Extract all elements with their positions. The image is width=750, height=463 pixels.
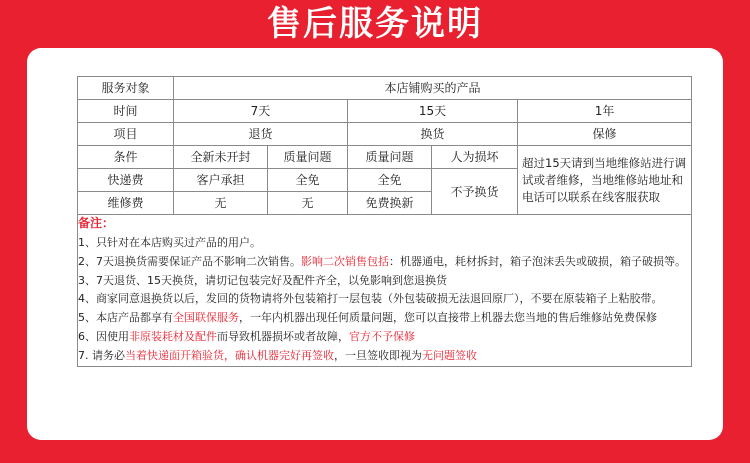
item-exchange: 换货 (348, 123, 518, 146)
warranty-note: 超过15天请到当地维修站进行调试或者维修，当地维修站地址和电话可以联系在线客服获取 (518, 146, 692, 215)
table-row (78, 123, 692, 146)
note-4: 4、商家同意退换货以后，发回的货物请将外包装箱打一层包装（外包装破损无法退回原厂），不要在原装箱子上粘胶带。 (78, 292, 663, 306)
note-1: 1、只针对在本店购买过产品的用户。 (78, 236, 261, 249)
service-object-value: 本店铺购买的产品 (174, 77, 692, 100)
repair-none: 无 (174, 192, 268, 215)
page-title: 售后服务说明 (267, 4, 483, 44)
repair-free-replacement: 免费换新 (348, 192, 432, 215)
condition-unopened: 全新未开封 (174, 146, 268, 169)
table-row (78, 100, 692, 123)
time-15-days: 15天 (348, 100, 518, 123)
repair-none: 无 (268, 192, 348, 215)
item-label: 项目 (78, 123, 174, 146)
shipping-free: 全免 (268, 169, 348, 192)
shipping-customer-pays: 客户承担 (174, 169, 268, 192)
notes-section (78, 215, 692, 367)
notes-title: 备注： (78, 216, 115, 230)
table-row (78, 77, 692, 100)
no-exchange: 不予换货 (432, 169, 518, 215)
repair-label: 维修费 (78, 192, 174, 215)
service-object-label: 服务对象 (78, 77, 174, 100)
shipping-label: 快递费 (78, 169, 174, 192)
page-header (0, 0, 750, 48)
time-1-year: 1年 (518, 100, 692, 123)
note-3: 3、7天退货、15天换货，请切记包装完好及配件齐全，以免影响到您退换货 (78, 273, 447, 287)
condition-label: 条件 (78, 146, 174, 169)
shipping-free: 全免 (348, 169, 432, 192)
item-warranty: 保修 (518, 123, 692, 146)
note-5: 5、本店产品都享有全国联保服务，一年内机器出现任何质量问题，您可以直接带上机器去您当地的售后维修站免费保修 (78, 311, 657, 325)
condition-quality-issue: 质量问题 (268, 146, 348, 169)
note-2: 2、7天退换货需要保证产品不影响二次销售。影响二次销售包括：机器通电，耗材拆封，箱子泡沫丢失或破损，箱子破损等。 (78, 254, 686, 268)
service-table (77, 76, 692, 367)
time-7-days: 7天 (174, 100, 348, 123)
after-sales-card (27, 48, 723, 440)
table-row (78, 215, 692, 367)
condition-human-damage: 人为损坏 (432, 146, 518, 169)
time-label: 时间 (78, 100, 174, 123)
table-row (78, 146, 692, 169)
note-6: 6、因使用非原装耗材及配件而导致机器损坏或者故障，官方不予保修 (78, 329, 415, 343)
item-return: 退货 (174, 123, 348, 146)
note-7: 7. 请务必当着快递面开箱验货，确认机器完好再签收，一旦签收即视为无问题签收 (78, 348, 477, 362)
condition-quality-issue: 质量问题 (348, 146, 432, 169)
